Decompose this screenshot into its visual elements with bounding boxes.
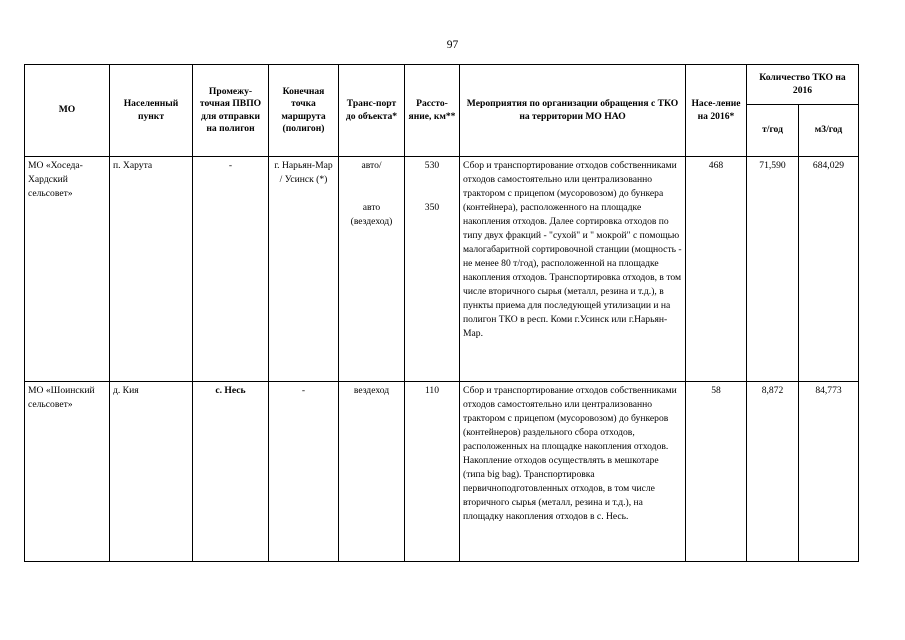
cell-endpoint: г. Нарьян-Мар / Усинск (*) [269,157,339,382]
cell-measures: Сбор и транспортирование отходов собственниками отходов самостоятельно или централизованно трактором с прицепом (мусоровозом) до бункера (контейнера), расположенного на площадке накопления отходов. Далее сортировка отходов по типу двух фракций - "сухой" и " мокрой" с помощью малогабаритной сортировочной станции (мощность - не менее 80 т/год), расположенной на площадке накопления отходов. Транспортировка отходов, в том числе вторичного сырья (металл, резина и т.д.), в пункты приема для последующей утилизации и на полигон ТКО в респ. Коми г.Усинск или г.Нарьян-Мар. [460,157,686,382]
cell-mo: МО «Хоседа-Хардский сельсовет» [25,157,110,382]
header-measures: Мероприятия по организации обращения с ТКО на территории МО НАО [460,65,686,157]
header-endpoint: Конечная точка маршрута (полигон) [269,65,339,157]
cell-distance [405,157,460,382]
cell-tons: 8,872 [747,382,799,562]
cell-settlement: д. Кия [110,382,193,562]
page-number: 97 [446,39,459,51]
cell-transport [339,157,405,382]
cell-ppvo: - [193,157,269,382]
header-tons: т/год [747,105,799,157]
table-row [25,382,859,562]
header-row-1 [25,65,859,105]
transport-value-1: авто/ [361,160,382,171]
cell-m3: 84,773 [799,382,859,562]
header-ppvo: Промежу-точная ПВПО для отправки на полигон [193,65,269,157]
cell-settlement: п. Харута [110,157,193,382]
cell-tons: 71,590 [747,157,799,382]
cell-mo: МО «Шоинский сельсовет» [25,382,110,562]
header-settlement: Населенный пункт [110,65,193,157]
header-waste-quantity: Количество ТКО на 2016 [747,65,859,105]
cell-m3: 684,029 [799,157,859,382]
cell-ppvo: с. Несь [193,382,269,562]
cell-population: 468 [686,157,747,382]
waste-management-table [24,64,859,562]
header-distance: Рассто-яние, км** [405,65,460,157]
cell-endpoint: - [269,382,339,562]
cell-measures: Сбор и транспортирование отходов собственниками отходов самостоятельно или централизованно трактором с прицепом (мусоровозом) до бункеров (контейнеров) раздельного сбора отходов, расположенных на площадке накопления отходов. Накопление отходов осуществлять в мешкотаре (типа big bag). Транспортировка первичноподготовленных отходов, в том числе вторичного сырья (металл, резина и т.д.), на площадку накопления отходов в с. Несь. [460,382,686,562]
header-mo: МО [25,65,110,157]
header-m3: м3/год [799,105,859,157]
distance-value-2: 350 [424,202,440,213]
distance-value-1: 530 [424,160,440,171]
header-population: Насе-ление на 2016* [686,65,747,157]
transport-value-2: авто (вездеход) [350,202,393,227]
table-row [25,157,859,382]
cell-transport: вездеход [339,382,405,562]
cell-distance: 110 [405,382,460,562]
header-transport: Транс-порт до объекта* [339,65,405,157]
cell-population: 58 [686,382,747,562]
